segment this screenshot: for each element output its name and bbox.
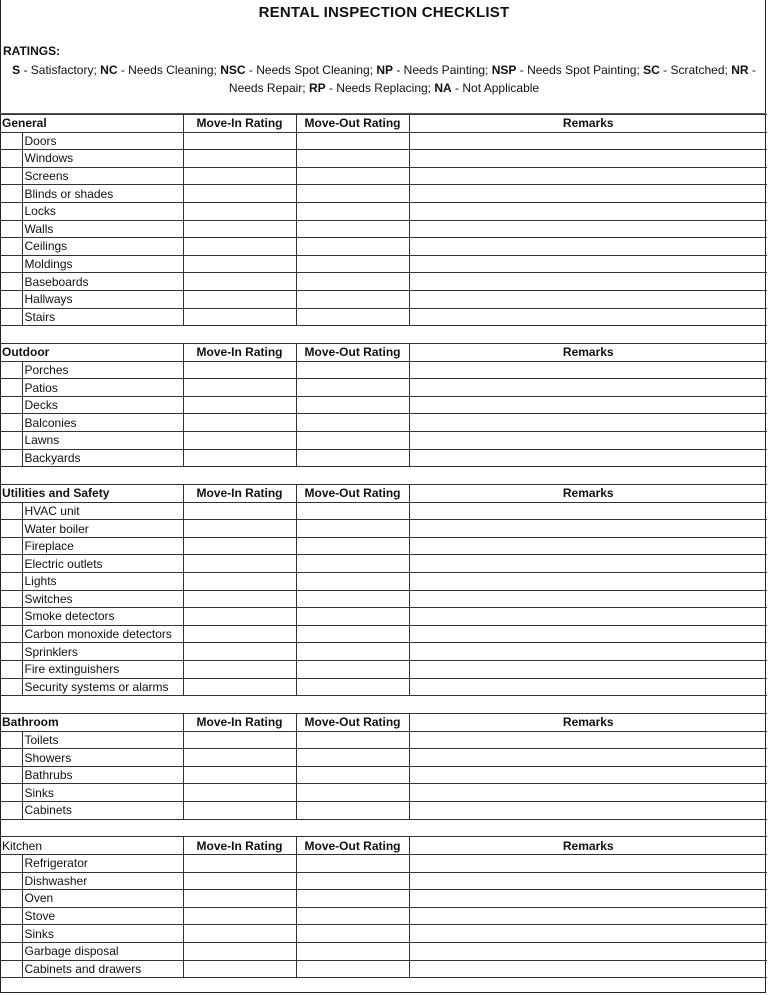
indent-cell — [0, 449, 22, 467]
item-label: Backyards — [22, 449, 183, 467]
rating-meaning: - Needs Cleaning; — [117, 63, 221, 77]
move-in-rating-cell[interactable] — [183, 802, 296, 820]
move-out-rating-cell[interactable] — [296, 802, 409, 820]
item-label: Moldings — [22, 255, 183, 273]
move-out-rating-cell[interactable] — [296, 731, 409, 749]
move-in-rating-cell[interactable] — [183, 660, 296, 678]
remarks-cell[interactable] — [409, 766, 767, 784]
move-out-header: Move-Out Rating — [296, 344, 409, 362]
move-in-header: Move-In Rating — [183, 115, 296, 133]
move-in-rating-cell[interactable] — [183, 202, 296, 220]
table-row — [0, 432, 767, 450]
remarks-cell[interactable] — [409, 660, 767, 678]
table-row — [0, 890, 767, 908]
table-row — [0, 361, 767, 379]
move-in-rating-cell[interactable] — [183, 273, 296, 291]
remarks-header: Remarks — [409, 837, 767, 855]
move-in-header: Move-In Rating — [183, 344, 296, 362]
table-row — [0, 379, 767, 397]
table-row — [0, 202, 767, 220]
move-out-rating-cell[interactable] — [296, 202, 409, 220]
item-label: HVAC unit — [22, 502, 183, 520]
page-title: RENTAL INSPECTION CHECKLIST — [258, 4, 510, 21]
remarks-cell[interactable] — [409, 942, 767, 960]
section-bathroom — [0, 713, 767, 820]
table-row — [0, 643, 767, 661]
item-label: Lawns — [22, 432, 183, 450]
item-label: Baseboards — [22, 273, 183, 291]
move-in-rating-cell[interactable] — [183, 220, 296, 238]
move-in-rating-cell[interactable] — [183, 925, 296, 943]
rating-meaning: - Needs Spot Painting; — [516, 63, 644, 77]
section-header-row — [0, 485, 767, 503]
item-label: Sinks — [22, 784, 183, 802]
move-out-rating-cell[interactable] — [296, 185, 409, 203]
rating-code: SC — [643, 63, 660, 77]
remarks-cell[interactable] — [409, 308, 767, 326]
move-in-rating-cell[interactable] — [183, 608, 296, 626]
remarks-cell[interactable] — [409, 625, 767, 643]
indent-cell — [0, 167, 22, 185]
indent-cell — [0, 749, 22, 767]
item-label: Security systems or alarms — [22, 678, 183, 696]
item-label: Porches — [22, 361, 183, 379]
remarks-cell[interactable] — [409, 784, 767, 802]
remarks-cell[interactable] — [409, 502, 767, 520]
table-row — [0, 555, 767, 573]
indent-cell — [0, 379, 22, 397]
section-title: Bathroom — [0, 714, 183, 732]
indent-cell — [0, 625, 22, 643]
move-out-rating-cell[interactable] — [296, 290, 409, 308]
remarks-cell[interactable] — [409, 396, 767, 414]
move-in-rating-cell[interactable] — [183, 255, 296, 273]
move-out-rating-cell[interactable] — [296, 273, 409, 291]
table-row — [0, 942, 767, 960]
table-row — [0, 608, 767, 626]
rating-code: RP — [308, 80, 326, 95]
item-label: Refrigerator — [22, 855, 183, 873]
move-out-rating-cell[interactable] — [296, 396, 409, 414]
rating-meaning: - Satisfactory; — [20, 63, 101, 77]
item-label: Decks — [22, 396, 183, 414]
item-label: Hallways — [22, 290, 183, 308]
move-out-rating-cell[interactable] — [296, 749, 409, 767]
remarks-cell[interactable] — [409, 749, 767, 767]
remarks-cell[interactable] — [409, 361, 767, 379]
move-in-rating-cell[interactable] — [183, 855, 296, 873]
table-row — [0, 590, 767, 608]
move-in-header: Move-In Rating — [183, 837, 296, 855]
remarks-cell[interactable] — [409, 608, 767, 626]
move-out-rating-cell[interactable] — [296, 890, 409, 908]
indent-cell — [0, 361, 22, 379]
item-label: Bathrubs — [22, 766, 183, 784]
indent-cell — [0, 731, 22, 749]
remarks-cell[interactable] — [409, 925, 767, 943]
move-in-rating-cell[interactable] — [183, 731, 296, 749]
remarks-cell[interactable] — [409, 872, 767, 890]
move-in-rating-cell[interactable] — [183, 942, 296, 960]
indent-cell — [0, 414, 22, 432]
move-out-rating-cell[interactable] — [296, 625, 409, 643]
move-out-rating-cell[interactable] — [296, 660, 409, 678]
move-out-rating-cell[interactable] — [296, 925, 409, 943]
remarks-cell[interactable] — [409, 132, 767, 150]
item-label: Stove — [22, 907, 183, 925]
move-in-rating-cell[interactable] — [183, 308, 296, 326]
table-row — [0, 449, 767, 467]
move-out-rating-cell[interactable] — [296, 449, 409, 467]
move-in-rating-cell[interactable] — [183, 766, 296, 784]
indent-cell — [0, 537, 22, 555]
rating-code: S — [12, 63, 21, 77]
indent-cell — [0, 925, 22, 943]
remarks-header: Remarks — [409, 485, 767, 503]
indent-cell — [0, 238, 22, 256]
item-label: Water boiler — [22, 520, 183, 538]
indent-cell — [0, 555, 22, 573]
move-in-rating-cell[interactable] — [183, 590, 296, 608]
move-in-rating-cell[interactable] — [183, 379, 296, 397]
rating-code: NSP — [491, 63, 517, 77]
indent-cell — [0, 907, 22, 925]
move-out-rating-cell[interactable] — [296, 167, 409, 185]
move-out-header: Move-Out Rating — [296, 714, 409, 732]
item-label: Cabinets and drawers — [22, 960, 183, 978]
item-label: Garbage disposal — [22, 942, 183, 960]
move-out-rating-cell[interactable] — [296, 572, 409, 590]
indent-cell — [0, 678, 22, 696]
indent-cell — [0, 396, 22, 414]
move-out-rating-cell[interactable] — [296, 308, 409, 326]
move-out-rating-cell[interactable] — [296, 537, 409, 555]
rating-code: NR — [731, 63, 749, 77]
item-label: Switches — [22, 590, 183, 608]
table-row — [0, 749, 767, 767]
move-in-rating-cell[interactable] — [183, 749, 296, 767]
move-in-rating-cell[interactable] — [183, 361, 296, 379]
move-in-header: Move-In Rating — [183, 714, 296, 732]
remarks-cell[interactable] — [409, 220, 767, 238]
section-title: General — [0, 115, 183, 133]
rating-code: NA — [434, 80, 452, 95]
remarks-cell[interactable] — [409, 555, 767, 573]
table-row — [0, 273, 767, 291]
move-in-rating-cell[interactable] — [183, 960, 296, 978]
move-out-rating-cell[interactable] — [296, 238, 409, 256]
section-outdoor — [0, 343, 767, 467]
table-row — [0, 960, 767, 978]
item-label: Balconies — [22, 414, 183, 432]
indent-cell — [0, 502, 22, 520]
table-row — [0, 660, 767, 678]
rating-code: NP — [376, 63, 393, 77]
indent-cell — [0, 942, 22, 960]
item-label: Ceilings — [22, 238, 183, 256]
table-row — [0, 537, 767, 555]
remarks-cell[interactable] — [409, 643, 767, 661]
move-in-rating-cell[interactable] — [183, 414, 296, 432]
indent-cell — [0, 308, 22, 326]
rating-meaning: - Not Applicable — [451, 80, 540, 95]
indent-cell — [0, 520, 22, 538]
move-out-rating-cell[interactable] — [296, 361, 409, 379]
remarks-cell[interactable] — [409, 520, 767, 538]
indent-cell — [0, 572, 22, 590]
rating-meaning: - Needs Painting; — [393, 63, 492, 77]
move-out-rating-cell[interactable] — [296, 960, 409, 978]
move-out-rating-cell[interactable] — [296, 255, 409, 273]
move-in-rating-cell[interactable] — [183, 572, 296, 590]
ratings-legend — [2, 62, 766, 97]
remarks-cell[interactable] — [409, 537, 767, 555]
indent-cell — [0, 220, 22, 238]
move-out-header: Move-Out Rating — [296, 485, 409, 503]
table-row — [0, 396, 767, 414]
indent-cell — [0, 608, 22, 626]
table-row — [0, 872, 767, 890]
item-label: Blinds or shades — [22, 185, 183, 203]
move-out-rating-cell[interactable] — [296, 555, 409, 573]
table-row — [0, 308, 767, 326]
item-label: Cabinets — [22, 802, 183, 820]
move-out-header: Move-Out Rating — [296, 115, 409, 133]
remarks-header: Remarks — [409, 344, 767, 362]
table-row — [0, 185, 767, 203]
move-in-rating-cell[interactable] — [183, 185, 296, 203]
item-label: Lights — [22, 572, 183, 590]
section-header-row — [0, 714, 767, 732]
move-in-rating-cell[interactable] — [183, 625, 296, 643]
section-title: Utilities and Safety — [0, 485, 183, 503]
move-in-rating-cell[interactable] — [183, 150, 296, 168]
rating-code: NC — [100, 63, 118, 77]
remarks-cell[interactable] — [409, 572, 767, 590]
rating-code: NSC — [220, 63, 246, 77]
remarks-cell[interactable] — [409, 890, 767, 908]
remarks-cell[interactable] — [409, 273, 767, 291]
indent-cell — [0, 273, 22, 291]
remarks-cell[interactable] — [409, 731, 767, 749]
move-in-rating-cell[interactable] — [183, 872, 296, 890]
indent-cell — [0, 255, 22, 273]
table-row — [0, 502, 767, 520]
table-row — [0, 731, 767, 749]
remarks-cell[interactable] — [409, 449, 767, 467]
item-label: Toilets — [22, 731, 183, 749]
table-row — [0, 784, 767, 802]
item-label: Carbon monoxide detectors — [22, 625, 183, 643]
move-out-rating-cell[interactable] — [296, 150, 409, 168]
item-label: Fire extinguishers — [22, 660, 183, 678]
move-out-header: Move-Out Rating — [296, 837, 409, 855]
move-out-rating-cell[interactable] — [296, 942, 409, 960]
move-out-rating-cell[interactable] — [296, 432, 409, 450]
item-label: Smoke detectors — [22, 608, 183, 626]
table-row — [0, 220, 767, 238]
table-row — [0, 802, 767, 820]
move-in-rating-cell[interactable] — [183, 502, 296, 520]
indent-cell — [0, 432, 22, 450]
item-label: Walls — [22, 220, 183, 238]
rating-meaning: - Needs Replacing; — [325, 80, 435, 95]
table-row — [0, 238, 767, 256]
indent-cell — [0, 643, 22, 661]
remarks-cell[interactable] — [409, 379, 767, 397]
move-in-rating-cell[interactable] — [183, 432, 296, 450]
item-label: Electric outlets — [22, 555, 183, 573]
move-out-rating-cell[interactable] — [296, 520, 409, 538]
section-header-row — [0, 837, 767, 855]
move-out-rating-cell[interactable] — [296, 590, 409, 608]
move-in-rating-cell[interactable] — [183, 537, 296, 555]
rating-meaning: - Needs Repair; — [228, 63, 756, 95]
table-row — [0, 678, 767, 696]
indent-cell — [0, 802, 22, 820]
move-in-rating-cell[interactable] — [183, 907, 296, 925]
section-title: Kitchen — [0, 837, 183, 855]
move-out-rating-cell[interactable] — [296, 855, 409, 873]
move-in-rating-cell[interactable] — [183, 396, 296, 414]
move-out-rating-cell[interactable] — [296, 608, 409, 626]
rating-meaning: - Needs Spot Cleaning; — [245, 63, 377, 77]
rating-meaning: - Scratched; — [659, 63, 732, 77]
section-header-row — [0, 344, 767, 362]
table-row — [0, 572, 767, 590]
item-label: Locks — [22, 202, 183, 220]
indent-cell — [0, 132, 22, 150]
section-title: Outdoor — [0, 344, 183, 362]
remarks-cell[interactable] — [409, 414, 767, 432]
remarks-header: Remarks — [409, 115, 767, 133]
move-out-rating-cell[interactable] — [296, 502, 409, 520]
move-out-rating-cell[interactable] — [296, 643, 409, 661]
table-row — [0, 925, 767, 943]
move-out-rating-cell[interactable] — [296, 132, 409, 150]
item-label: Windows — [22, 150, 183, 168]
move-out-rating-cell[interactable] — [296, 907, 409, 925]
move-out-rating-cell[interactable] — [296, 678, 409, 696]
item-label: Sinks — [22, 925, 183, 943]
remarks-cell[interactable] — [409, 432, 767, 450]
move-in-rating-cell[interactable] — [183, 520, 296, 538]
table-row — [0, 907, 767, 925]
indent-cell — [0, 872, 22, 890]
item-label: Sprinklers — [22, 643, 183, 661]
remarks-cell[interactable] — [409, 802, 767, 820]
table-row — [0, 150, 767, 168]
move-out-rating-cell[interactable] — [296, 414, 409, 432]
section-utilities-and-safety — [0, 484, 767, 696]
move-out-rating-cell[interactable] — [296, 872, 409, 890]
indent-cell — [0, 890, 22, 908]
move-out-rating-cell[interactable] — [296, 766, 409, 784]
move-in-rating-cell[interactable] — [183, 643, 296, 661]
table-row — [0, 520, 767, 538]
table-row — [0, 290, 767, 308]
remarks-cell[interactable] — [409, 290, 767, 308]
item-label: Dishwasher — [22, 872, 183, 890]
remarks-cell[interactable] — [409, 590, 767, 608]
remarks-cell[interactable] — [409, 185, 767, 203]
remarks-header: Remarks — [409, 714, 767, 732]
item-label: Stairs — [22, 308, 183, 326]
move-out-rating-cell[interactable] — [296, 220, 409, 238]
item-label: Screens — [22, 167, 183, 185]
indent-cell — [0, 185, 22, 203]
move-in-rating-cell[interactable] — [183, 784, 296, 802]
move-in-rating-cell[interactable] — [183, 449, 296, 467]
ratings-label: RATINGS: — [3, 44, 61, 58]
indent-cell — [0, 290, 22, 308]
item-label: Fireplace — [22, 537, 183, 555]
remarks-cell[interactable] — [409, 855, 767, 873]
item-label: Showers — [22, 749, 183, 767]
table-row — [0, 132, 767, 150]
move-in-rating-cell[interactable] — [183, 167, 296, 185]
table-row — [0, 766, 767, 784]
move-out-rating-cell[interactable] — [296, 379, 409, 397]
indent-cell — [0, 766, 22, 784]
indent-cell — [0, 855, 22, 873]
move-in-rating-cell[interactable] — [183, 678, 296, 696]
indent-cell — [0, 660, 22, 678]
section-header-row — [0, 115, 767, 133]
move-out-rating-cell[interactable] — [296, 784, 409, 802]
indent-cell — [0, 202, 22, 220]
remarks-cell[interactable] — [409, 150, 767, 168]
remarks-cell[interactable] — [409, 255, 767, 273]
table-row — [0, 855, 767, 873]
item-label: Patios — [22, 379, 183, 397]
indent-cell — [0, 590, 22, 608]
remarks-cell[interactable] — [409, 167, 767, 185]
move-in-rating-cell[interactable] — [183, 890, 296, 908]
remarks-cell[interactable] — [409, 678, 767, 696]
indent-cell — [0, 960, 22, 978]
item-label: Oven — [22, 890, 183, 908]
move-in-header: Move-In Rating — [183, 485, 296, 503]
section-general — [0, 114, 767, 326]
table-row — [0, 625, 767, 643]
remarks-cell[interactable] — [409, 960, 767, 978]
remarks-cell[interactable] — [409, 907, 767, 925]
table-row — [0, 167, 767, 185]
remarks-cell[interactable] — [409, 202, 767, 220]
table-row — [0, 255, 767, 273]
item-label: Doors — [22, 132, 183, 150]
indent-cell — [0, 150, 22, 168]
move-in-rating-cell[interactable] — [183, 238, 296, 256]
remarks-cell[interactable] — [409, 238, 767, 256]
section-kitchen — [0, 836, 767, 978]
table-row — [0, 414, 767, 432]
move-in-rating-cell[interactable] — [183, 132, 296, 150]
move-in-rating-cell[interactable] — [183, 290, 296, 308]
move-in-rating-cell[interactable] — [183, 555, 296, 573]
indent-cell — [0, 784, 22, 802]
